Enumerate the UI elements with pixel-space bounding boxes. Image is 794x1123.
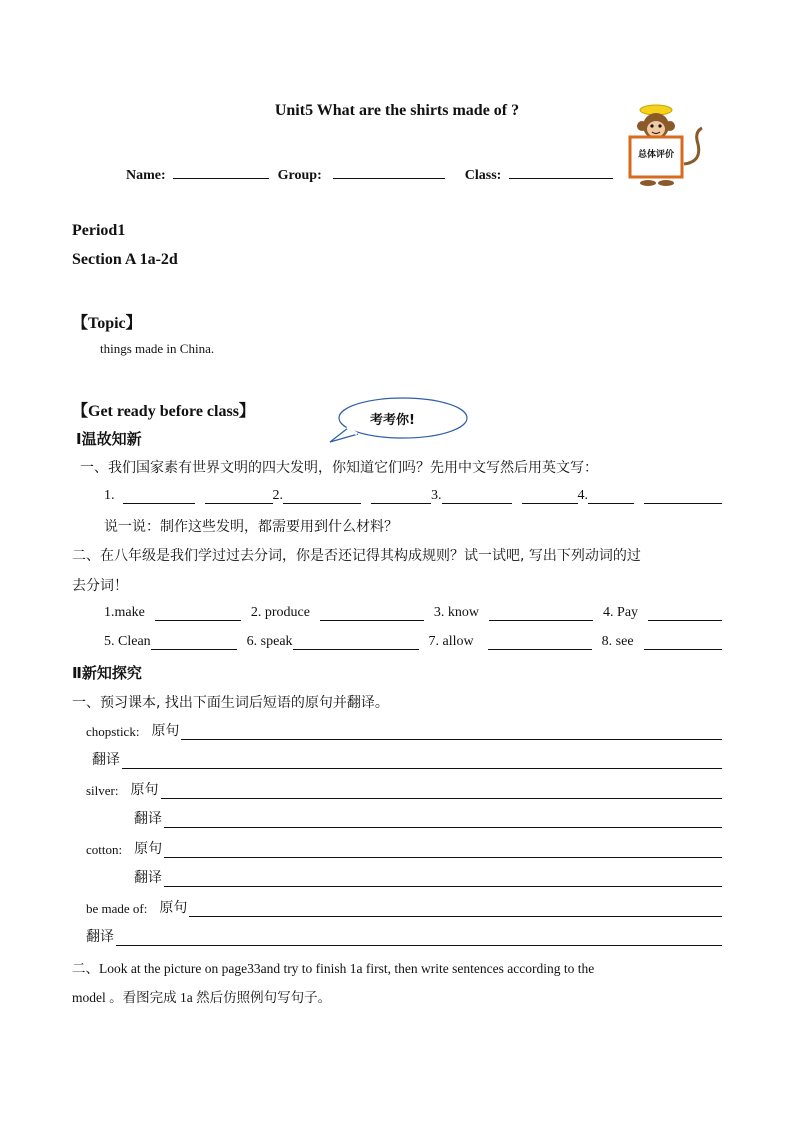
invention-3-en-blank[interactable] [522, 490, 578, 504]
vocab-cotton-original-line[interactable] [164, 841, 722, 858]
group-label: Group: [277, 168, 322, 183]
vocab-silver-original [86, 779, 722, 799]
speech-bubble [326, 396, 471, 448]
original-label: 原句 [151, 723, 180, 739]
bubble-text: 考考你! [370, 413, 415, 428]
vocab-chopstick-translate-line[interactable] [122, 752, 722, 769]
explore-question-2-line2: model 。看图完成 1a 然后仿照例句写句子。 [72, 990, 332, 1005]
page-title: Unit5 What are the shirts made of ? [274, 102, 520, 119]
period-heading: Period1 [72, 222, 126, 239]
verb-allow-blank[interactable] [488, 636, 592, 650]
invention-1-cn-blank[interactable] [123, 490, 195, 504]
vocab-silver-translate [134, 808, 722, 828]
question-2-line1: 二、在八年级是我们学过过去分词，你是否还记得其构成规则？试一试吧, 写出下列动词的过 [72, 548, 641, 564]
verb-produce-blank[interactable] [320, 607, 424, 621]
verb-clean: 5. Clean [104, 634, 151, 649]
explore-question-2-line1: 二、Look at the picture on page33and try to finish 1a first, then write sentences according to the [72, 961, 595, 976]
verb-make-blank[interactable] [155, 607, 241, 621]
vocab-be-made-of-original [86, 897, 722, 917]
verb-make: 1.make [104, 605, 145, 620]
invention-4-cn-blank[interactable] [588, 490, 634, 504]
original-label: 原句 [159, 900, 188, 916]
verb-see: 8. see [601, 634, 634, 649]
verb-pay-blank[interactable] [648, 607, 722, 621]
vocab-chopstick-label: chopstick: [86, 724, 140, 739]
invention-2-en-blank[interactable] [371, 490, 431, 504]
verb-allow: 7. allow [428, 634, 474, 649]
verb-clean-blank[interactable] [151, 636, 237, 650]
verb-speak: 6. speak [246, 634, 293, 649]
verb-pay: 4. Pay [603, 605, 639, 620]
vocab-silver-original-line[interactable] [161, 782, 723, 799]
vocab-be-made-of-original-line[interactable] [189, 900, 722, 917]
invention-4-en-blank[interactable] [644, 490, 722, 504]
verb-know: 3. know [433, 605, 480, 620]
vocab-silver-translate-line[interactable] [164, 811, 722, 828]
vocab-be-made-of-translate-line[interactable] [116, 929, 722, 946]
original-label: 原句 [130, 782, 159, 798]
verb-speak-blank[interactable] [293, 636, 419, 650]
translate-label: 翻译 [134, 870, 162, 886]
invention-2-num: 2. [272, 488, 283, 503]
invention-4-num: 4. [577, 488, 588, 503]
inventions-row [104, 488, 722, 504]
name-label: Name: [126, 168, 166, 183]
vocab-chopstick-translate [92, 749, 722, 769]
vocab-be-made-of-translate [86, 926, 722, 946]
question-1: 一、我们国家素有世界文明的四大发明，你知道它们吗？先用中文写然后用英文写： [80, 460, 598, 476]
invention-3-num: 3. [431, 488, 442, 503]
question-1-sub: 说一说：制作这些发明，都需要用到什么材料？ [104, 519, 398, 535]
verb-know-blank[interactable] [489, 607, 593, 621]
vocab-be-made-of-label: be made of: [86, 901, 148, 916]
verb-see-blank[interactable] [644, 636, 722, 650]
vocab-chopstick-original-line[interactable] [181, 723, 722, 740]
name-field[interactable] [173, 164, 269, 179]
explore-question-1: 一、预习课本, 找出下面生词后短语的原句并翻译。 [72, 695, 389, 711]
vocab-cotton-translate-line[interactable] [164, 870, 722, 887]
class-label: Class: [464, 168, 502, 183]
vocab-cotton-label: cotton: [86, 842, 123, 857]
verb-produce: 2. produce [250, 605, 310, 620]
invention-2-cn-blank[interactable] [283, 490, 361, 504]
student-info-row [126, 164, 613, 184]
verbs-row-2 [104, 634, 722, 650]
topic-text: things made in China. [100, 341, 215, 356]
class-field[interactable] [509, 164, 613, 179]
monkey-badge-icon [618, 104, 710, 188]
badge-text: 总体评价 [637, 150, 675, 160]
vocab-chopstick-original [86, 720, 722, 740]
vocab-cotton-original [86, 838, 722, 858]
explore-title: Ⅱ新知探究 [72, 664, 142, 682]
translate-label: 翻译 [92, 752, 120, 768]
invention-1-en-blank[interactable] [205, 490, 273, 504]
verbs-row-1 [104, 605, 722, 621]
section-heading: Section A 1a-2d [72, 251, 178, 268]
topic-heading: 【Topic】 [72, 315, 142, 332]
group-field[interactable] [333, 164, 445, 179]
invention-3-cn-blank[interactable] [442, 490, 512, 504]
vocab-silver-label: silver: [86, 783, 119, 798]
invention-1-num: 1. [104, 488, 115, 503]
get-ready-heading: 【Get ready before class】 [72, 403, 255, 420]
translate-label: 翻译 [134, 811, 162, 827]
review-title: Ⅰ温故知新 [76, 430, 142, 448]
translate-label: 翻译 [86, 929, 114, 945]
vocab-cotton-translate [134, 867, 722, 887]
original-label: 原句 [134, 841, 163, 857]
question-2-line2: 去分词！ [72, 578, 128, 594]
